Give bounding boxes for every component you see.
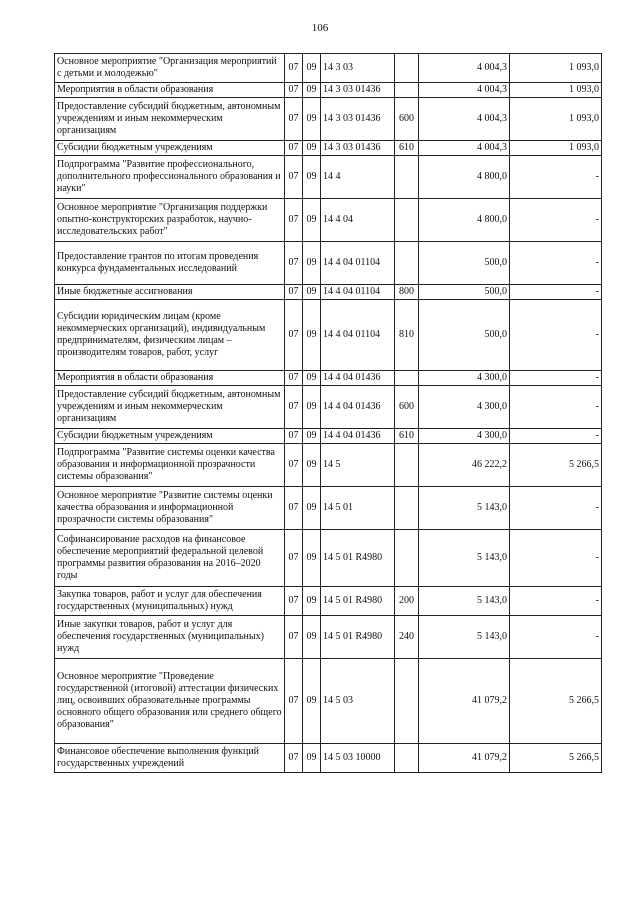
amount-total-cell: 5 143,0 bbox=[419, 487, 510, 530]
expense-type-cell bbox=[395, 444, 419, 487]
amount-second-cell: - bbox=[510, 156, 602, 199]
target-article-cell: 14 4 04 bbox=[321, 199, 395, 242]
target-article-cell: 14 3 03 01436 bbox=[321, 141, 395, 156]
subsection-code-cell: 09 bbox=[303, 199, 321, 242]
expense-type-cell: 200 bbox=[395, 587, 419, 616]
amount-total-cell: 4 300,0 bbox=[419, 386, 510, 429]
subsection-code-cell: 09 bbox=[303, 83, 321, 98]
expense-name-cell: Иные бюджетные ассигнования bbox=[55, 285, 285, 300]
target-article-cell: 14 5 01 R4980 bbox=[321, 616, 395, 659]
section-code-cell: 07 bbox=[285, 616, 303, 659]
section-code-cell: 07 bbox=[285, 242, 303, 285]
table-body bbox=[55, 54, 602, 773]
subsection-code-cell: 09 bbox=[303, 429, 321, 444]
expense-type-cell bbox=[395, 199, 419, 242]
section-code-cell: 07 bbox=[285, 300, 303, 371]
target-article-cell: 14 4 04 01104 bbox=[321, 300, 395, 371]
subsection-code-cell: 09 bbox=[303, 300, 321, 371]
expense-type-cell: 240 bbox=[395, 616, 419, 659]
subsection-code-cell: 09 bbox=[303, 487, 321, 530]
expense-name-cell: Предоставление грантов по итогам проведения конкурса фундаментальных исследований bbox=[55, 242, 285, 285]
amount-second-cell: 5 266,5 bbox=[510, 444, 602, 487]
amount-second-cell: - bbox=[510, 242, 602, 285]
subsection-code-cell: 09 bbox=[303, 587, 321, 616]
amount-total-cell: 4 300,0 bbox=[419, 371, 510, 386]
table-row bbox=[55, 83, 602, 98]
target-article-cell: 14 5 01 R4980 bbox=[321, 530, 395, 587]
subsection-code-cell: 09 bbox=[303, 659, 321, 744]
amount-total-cell: 4 800,0 bbox=[419, 199, 510, 242]
section-code-cell: 07 bbox=[285, 444, 303, 487]
amount-total-cell: 41 079,2 bbox=[419, 659, 510, 744]
amount-second-cell: - bbox=[510, 199, 602, 242]
expense-name-cell: Подпрограмма "Развитие системы оценки качества образования и информационной прозрачности системы образования" bbox=[55, 444, 285, 487]
section-code-cell: 07 bbox=[285, 386, 303, 429]
amount-total-cell: 500,0 bbox=[419, 285, 510, 300]
target-article-cell: 14 3 03 01436 bbox=[321, 98, 395, 141]
subsection-code-cell: 09 bbox=[303, 98, 321, 141]
table-row bbox=[55, 141, 602, 156]
amount-total-cell: 500,0 bbox=[419, 300, 510, 371]
target-article-cell: 14 5 03 bbox=[321, 659, 395, 744]
table-row bbox=[55, 242, 602, 285]
amount-total-cell: 5 143,0 bbox=[419, 530, 510, 587]
expense-type-cell bbox=[395, 659, 419, 744]
expense-type-cell: 600 bbox=[395, 386, 419, 429]
expense-type-cell: 610 bbox=[395, 141, 419, 156]
budget-table bbox=[54, 53, 602, 773]
amount-second-cell: - bbox=[510, 386, 602, 429]
subsection-code-cell: 09 bbox=[303, 242, 321, 285]
amount-total-cell: 4 004,3 bbox=[419, 98, 510, 141]
table-row bbox=[55, 386, 602, 429]
expense-name-cell: Мероприятия в области образования bbox=[55, 83, 285, 98]
table-row bbox=[55, 156, 602, 199]
amount-total-cell: 4 004,3 bbox=[419, 141, 510, 156]
amount-second-cell: - bbox=[510, 587, 602, 616]
table-row bbox=[55, 444, 602, 487]
expense-type-cell bbox=[395, 83, 419, 98]
target-article-cell: 14 4 04 01436 bbox=[321, 371, 395, 386]
amount-total-cell: 4 800,0 bbox=[419, 156, 510, 199]
section-code-cell: 07 bbox=[285, 285, 303, 300]
table-row bbox=[55, 54, 602, 83]
expense-name-cell: Субсидии юридическим лицам (кроме некоммерческих организаций), индивидуальным предпринимателям, физическим лицам – производителям товаров, работ, услуг bbox=[55, 300, 285, 371]
table-row bbox=[55, 587, 602, 616]
section-code-cell: 07 bbox=[285, 371, 303, 386]
expense-name-cell: Иные закупки товаров, работ и услуг для обеспечения государственных (муниципальных) нужд bbox=[55, 616, 285, 659]
expense-name-cell: Основное мероприятие "Проведение государственной (итоговой) аттестации физических лиц, освоивших образовательные программы основного общего образования или среднего общего образования" bbox=[55, 659, 285, 744]
amount-total-cell: 46 222,2 bbox=[419, 444, 510, 487]
amount-total-cell: 41 079,2 bbox=[419, 744, 510, 773]
table-row bbox=[55, 530, 602, 587]
expense-type-cell bbox=[395, 744, 419, 773]
section-code-cell: 07 bbox=[285, 54, 303, 83]
section-code-cell: 07 bbox=[285, 156, 303, 199]
amount-second-cell: 1 093,0 bbox=[510, 98, 602, 141]
expense-name-cell: Софинансирование расходов на финансовое обеспечение мероприятий федеральной целевой программы развития образования на 2016–2020 годы bbox=[55, 530, 285, 587]
expense-name-cell: Субсидии бюджетным учреждениям bbox=[55, 141, 285, 156]
target-article-cell: 14 5 01 bbox=[321, 487, 395, 530]
section-code-cell: 07 bbox=[285, 659, 303, 744]
amount-second-cell: - bbox=[510, 371, 602, 386]
amount-second-cell: - bbox=[510, 487, 602, 530]
expense-name-cell: Мероприятия в области образования bbox=[55, 371, 285, 386]
table-row bbox=[55, 487, 602, 530]
expense-type-cell bbox=[395, 242, 419, 285]
subsection-code-cell: 09 bbox=[303, 141, 321, 156]
amount-second-cell: - bbox=[510, 616, 602, 659]
subsection-code-cell: 09 bbox=[303, 386, 321, 429]
table-row bbox=[55, 616, 602, 659]
section-code-cell: 07 bbox=[285, 199, 303, 242]
amount-second-cell: 5 266,5 bbox=[510, 744, 602, 773]
target-article-cell: 14 5 bbox=[321, 444, 395, 487]
expense-name-cell: Закупка товаров, работ и услуг для обеспечения государственных (муниципальных) нужд bbox=[55, 587, 285, 616]
subsection-code-cell: 09 bbox=[303, 371, 321, 386]
section-code-cell: 07 bbox=[285, 530, 303, 587]
expense-type-cell bbox=[395, 487, 419, 530]
amount-total-cell: 500,0 bbox=[419, 242, 510, 285]
target-article-cell: 14 4 04 01104 bbox=[321, 242, 395, 285]
expense-name-cell: Предоставление субсидий бюджетным, автономным учреждениям и иным некоммерческим организациям bbox=[55, 386, 285, 429]
subsection-code-cell: 09 bbox=[303, 616, 321, 659]
expense-type-cell bbox=[395, 156, 419, 199]
subsection-code-cell: 09 bbox=[303, 744, 321, 773]
expense-type-cell: 800 bbox=[395, 285, 419, 300]
expense-type-cell bbox=[395, 530, 419, 587]
amount-second-cell: - bbox=[510, 429, 602, 444]
amount-total-cell: 4 300,0 bbox=[419, 429, 510, 444]
target-article-cell: 14 3 03 01436 bbox=[321, 83, 395, 98]
amount-second-cell: - bbox=[510, 300, 602, 371]
target-article-cell: 14 4 bbox=[321, 156, 395, 199]
expense-type-cell: 600 bbox=[395, 98, 419, 141]
amount-second-cell: 5 266,5 bbox=[510, 659, 602, 744]
subsection-code-cell: 09 bbox=[303, 285, 321, 300]
table-row bbox=[55, 659, 602, 744]
amount-total-cell: 4 004,3 bbox=[419, 83, 510, 98]
expense-type-cell bbox=[395, 54, 419, 83]
subsection-code-cell: 09 bbox=[303, 530, 321, 587]
expense-name-cell: Основное мероприятие "Организация поддержки опытно-конструкторских разработок, научно-исследовательских работ" bbox=[55, 199, 285, 242]
amount-second-cell: - bbox=[510, 530, 602, 587]
amount-second-cell: 1 093,0 bbox=[510, 83, 602, 98]
expense-name-cell: Субсидии бюджетным учреждениям bbox=[55, 429, 285, 444]
expense-name-cell: Предоставление субсидий бюджетным, автономным учреждениям и иным некоммерческим организациям bbox=[55, 98, 285, 141]
amount-second-cell: 1 093,0 bbox=[510, 141, 602, 156]
section-code-cell: 07 bbox=[285, 98, 303, 141]
table-row bbox=[55, 285, 602, 300]
table-row bbox=[55, 98, 602, 141]
amount-second-cell: 1 093,0 bbox=[510, 54, 602, 83]
subsection-code-cell: 09 bbox=[303, 54, 321, 83]
subsection-code-cell: 09 bbox=[303, 156, 321, 199]
amount-total-cell: 5 143,0 bbox=[419, 616, 510, 659]
target-article-cell: 14 4 04 01436 bbox=[321, 429, 395, 444]
table-row bbox=[55, 371, 602, 386]
amount-second-cell: - bbox=[510, 285, 602, 300]
target-article-cell: 14 3 03 bbox=[321, 54, 395, 83]
expense-name-cell: Основное мероприятие "Развитие системы оценки качества образования и информационной прозрачности системы образования" bbox=[55, 487, 285, 530]
section-code-cell: 07 bbox=[285, 487, 303, 530]
expense-type-cell: 610 bbox=[395, 429, 419, 444]
table-row bbox=[55, 199, 602, 242]
table-row bbox=[55, 429, 602, 444]
target-article-cell: 14 5 01 R4980 bbox=[321, 587, 395, 616]
amount-total-cell: 5 143,0 bbox=[419, 587, 510, 616]
table-row bbox=[55, 300, 602, 371]
target-article-cell: 14 5 03 10000 bbox=[321, 744, 395, 773]
table-row bbox=[55, 744, 602, 773]
expense-type-cell bbox=[395, 371, 419, 386]
expense-type-cell: 810 bbox=[395, 300, 419, 371]
expense-name-cell: Основное мероприятие "Организация мероприятий с детьми и молодежью" bbox=[55, 54, 285, 83]
target-article-cell: 14 4 04 01104 bbox=[321, 285, 395, 300]
section-code-cell: 07 bbox=[285, 744, 303, 773]
section-code-cell: 07 bbox=[285, 587, 303, 616]
page-number: 106 bbox=[311, 22, 329, 34]
subsection-code-cell: 09 bbox=[303, 444, 321, 487]
expense-name-cell: Подпрограмма "Развитие профессионального, дополнительного профессионального образования и науки" bbox=[55, 156, 285, 199]
section-code-cell: 07 bbox=[285, 83, 303, 98]
section-code-cell: 07 bbox=[285, 429, 303, 444]
target-article-cell: 14 4 04 01436 bbox=[321, 386, 395, 429]
expense-name-cell: Финансовое обеспечение выполнения функций государственных учреждений bbox=[55, 744, 285, 773]
section-code-cell: 07 bbox=[285, 141, 303, 156]
amount-total-cell: 4 004,3 bbox=[419, 54, 510, 83]
